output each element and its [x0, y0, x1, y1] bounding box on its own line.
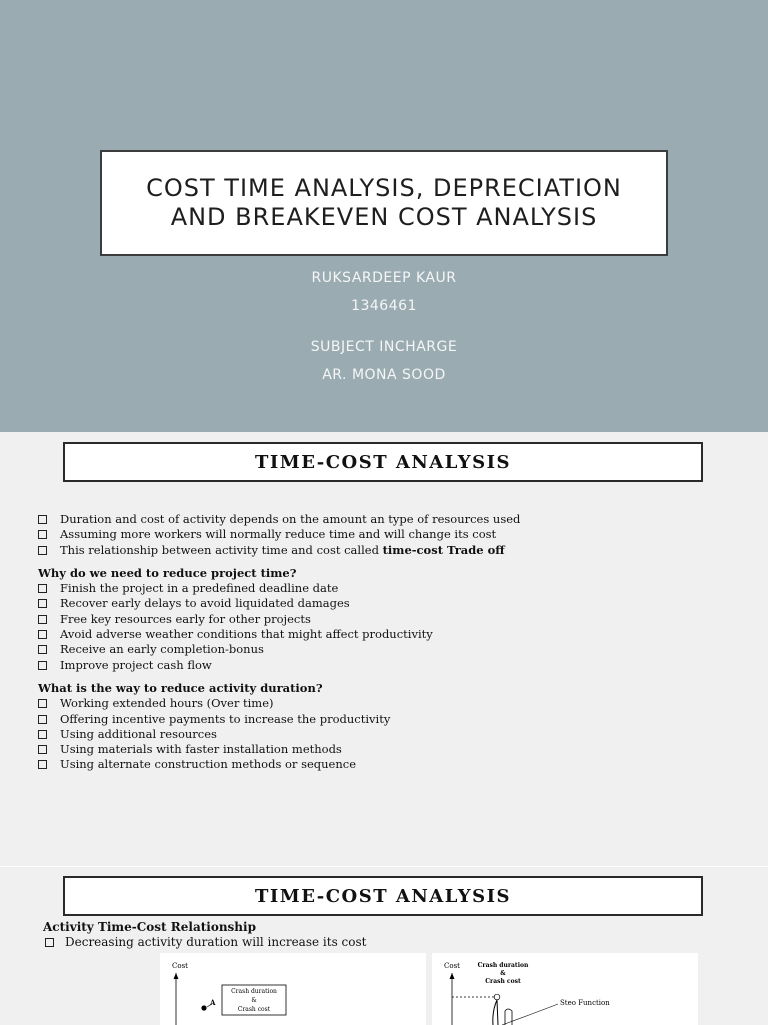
time-cost-slide	[0, 432, 768, 864]
slide-body	[38, 512, 738, 773]
diagram-title: Crash duration	[477, 962, 529, 969]
axis-label: Cost	[444, 962, 460, 970]
bullet-icon	[38, 546, 47, 555]
axis-arrow-icon	[450, 973, 455, 979]
slide-heading: TIME-COST ANALYSIS	[254, 885, 512, 907]
list-item: Using additional resources	[38, 727, 738, 742]
question-heading: Why do we need to reduce project time?	[38, 565, 297, 580]
bullet-icon	[38, 745, 47, 754]
list-item: Finish the project in a predefined deadline date	[38, 581, 738, 596]
box-line: Crash cost	[237, 1006, 271, 1013]
bullet-icon	[38, 730, 47, 739]
list-item: Duration and cost of activity depends on the amount an type of resources used	[38, 512, 738, 527]
bullet-icon	[38, 584, 47, 593]
bullet-icon	[38, 599, 47, 608]
axis-arrow-icon	[174, 973, 179, 979]
list-item: Free key resources early for other projects	[38, 612, 738, 627]
figure-right	[432, 953, 698, 1025]
box-line: &	[251, 997, 257, 1004]
bullet-icon	[38, 630, 47, 639]
time-cost-diagram	[160, 953, 426, 1025]
title-box	[100, 150, 668, 256]
bullet-icon	[38, 760, 47, 769]
bullet-icon	[45, 938, 54, 947]
list-item: Assuming more workers will normally reduce time and will change its cost	[38, 527, 738, 542]
bullet-icon	[38, 515, 47, 524]
axis-label: Cost	[172, 962, 188, 970]
slide-heading-box	[63, 876, 703, 916]
list-item: Using materials with faster installation methods	[38, 742, 738, 757]
slide-heading-box	[63, 442, 703, 482]
bullet-icon	[38, 645, 47, 654]
list-item: Avoid adverse weather conditions that might affect productivity	[38, 627, 738, 642]
bullet-icon	[38, 661, 47, 670]
step-leader	[502, 1004, 558, 1025]
step-function-diagram	[432, 953, 698, 1025]
box-line: Crash duration	[231, 988, 277, 995]
time-cost-slide-2	[0, 866, 768, 1025]
diagram-title: Crash cost	[485, 978, 521, 985]
step-label: Steo Function	[560, 999, 610, 1007]
list-item: This relationship between activity time and cost called time-cost Trade off	[38, 543, 738, 558]
bullet-icon	[38, 715, 47, 724]
list-item: Improve project cash flow	[38, 658, 738, 673]
list-item: Receive an early completion-bonus	[38, 642, 738, 657]
step-curve	[493, 1000, 498, 1025]
slide-body	[43, 920, 366, 950]
list-item: Using alternate construction methods or sequence	[38, 757, 738, 772]
roll-number: 1346461	[351, 298, 417, 314]
bullet-icon	[38, 699, 47, 708]
bullet-icon	[38, 530, 47, 539]
incharge-name: AR. MONA SOOD	[322, 367, 446, 383]
slide-heading: TIME-COST ANALYSIS	[254, 451, 512, 473]
list-item: Offering incentive payments to increase the productivity	[38, 712, 738, 727]
title-slide	[0, 0, 768, 432]
presentation-title: COST TIME ANALYSIS, DEPRECIATION AND BREAKEVEN COST ANALYSIS	[146, 174, 622, 231]
bullet-icon	[38, 615, 47, 624]
list-item: Recover early delays to avoid liquidated damages	[38, 596, 738, 611]
figure-left	[160, 953, 426, 1025]
diagram-title: &	[500, 970, 506, 977]
subheading: Activity Time-Cost Relationship	[43, 920, 256, 934]
incharge-label: SUBJECT INCHARGE	[310, 339, 458, 355]
list-item: Working extended hours (Over time)	[38, 696, 738, 711]
author-name: RUKSARDEEP KAUR	[311, 270, 457, 286]
crash-point	[494, 994, 500, 1000]
list-item: Decreasing activity duration will increase its cost	[43, 935, 366, 950]
crash-point	[201, 1005, 206, 1010]
point-label: A	[210, 998, 216, 1007]
tradeoff-term: time-cost Trade off	[382, 542, 505, 557]
question-heading: What is the way to reduce activity duration?	[38, 680, 323, 695]
